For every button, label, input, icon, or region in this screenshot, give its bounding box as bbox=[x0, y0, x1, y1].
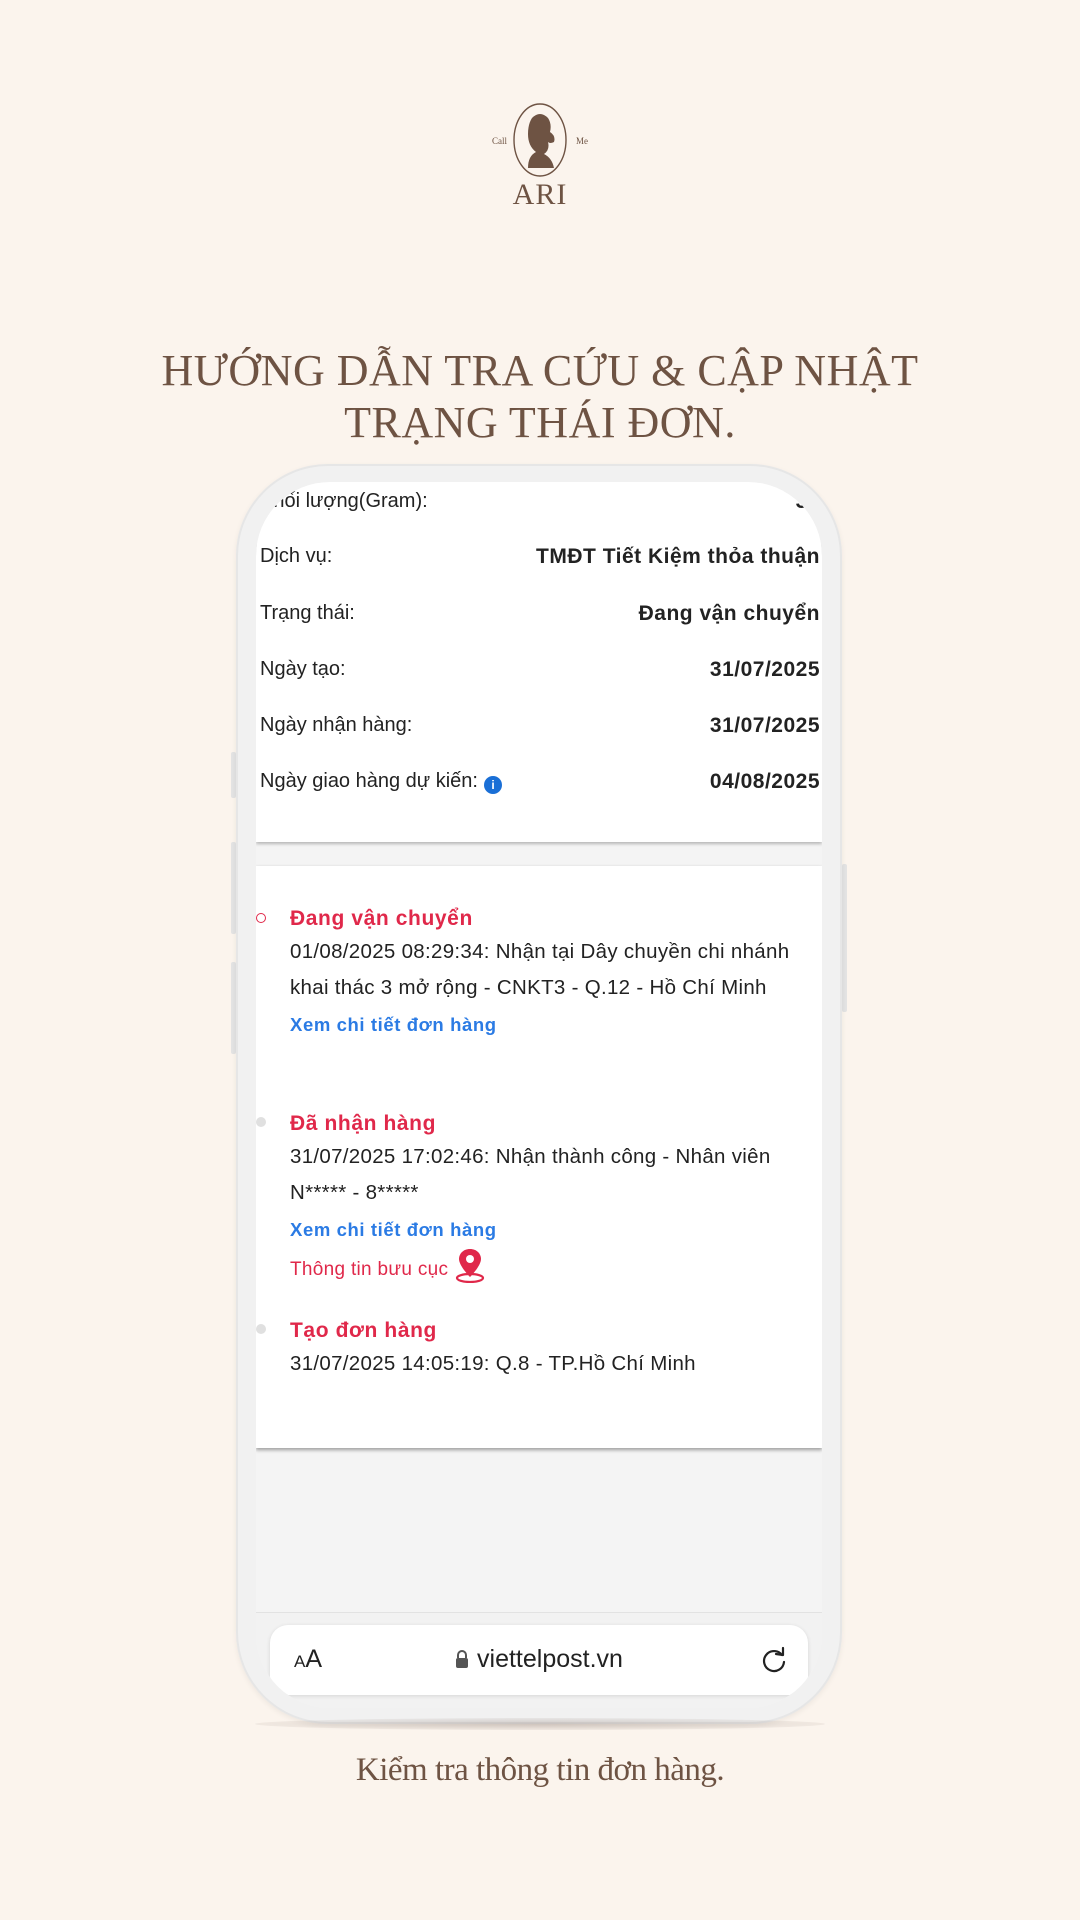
timeline-dot bbox=[256, 1324, 266, 1334]
silhouette-emblem-icon bbox=[510, 100, 570, 182]
info-label bbox=[260, 770, 502, 794]
info-row-expected-delivery bbox=[260, 770, 820, 800]
brand-logo bbox=[0, 100, 1080, 220]
logo-me-text: Me bbox=[576, 136, 588, 146]
map-pin-icon bbox=[454, 1247, 486, 1283]
timeline-event bbox=[290, 1109, 800, 1285]
info-value: 04/08/2025 bbox=[709, 770, 820, 793]
info-icon[interactable]: i bbox=[484, 776, 502, 794]
headline-line-2: TRẠNG THÁI ĐƠN. bbox=[344, 398, 736, 447]
info-label: Ngày nhận hàng: bbox=[260, 714, 413, 736]
timeline-event bbox=[290, 904, 800, 1042]
timeline-event bbox=[290, 1316, 800, 1382]
text-size-icon[interactable]: AA bbox=[294, 1645, 323, 1673]
event-description: 01/08/2025 08:29:34: Nhận tại Dây chuyền chi nhánh khai thác 3 mở rộng - CNKT3 - Q.12 - Hồ Chí Minh bbox=[290, 940, 790, 999]
event-title: Đã nhận hàng bbox=[290, 1112, 437, 1135]
info-row-received-date bbox=[260, 714, 820, 744]
logo-call-text: Call bbox=[492, 136, 507, 146]
event-title: Tạo đơn hàng bbox=[290, 1319, 437, 1342]
post-office-info-link[interactable] bbox=[290, 1247, 800, 1285]
info-row-status bbox=[260, 602, 820, 632]
timeline-dot bbox=[256, 913, 266, 923]
info-label: Dịch vụ: bbox=[260, 545, 333, 567]
headline-line-1: HƯỚNG DẪN TRA CỨU & CẬP NHẬT bbox=[161, 346, 919, 395]
event-title: Đang vận chuyển bbox=[290, 907, 473, 930]
post-office-label: Thông tin bưu cục bbox=[290, 1259, 449, 1280]
info-label: Ngày tạo: bbox=[260, 658, 346, 680]
info-row-weight bbox=[260, 490, 820, 520]
lock-icon bbox=[455, 1649, 469, 1669]
logo-name: ARI bbox=[512, 178, 568, 211]
url-display bbox=[270, 1645, 808, 1674]
order-detail-link[interactable]: Xem chi tiết đơn hàng bbox=[290, 1014, 497, 1035]
page-caption: Kiểm tra thông tin đơn hàng. bbox=[355, 1752, 725, 1788]
info-value: 31/07/2025 bbox=[709, 714, 820, 737]
browser-bottom-bar bbox=[256, 1612, 822, 1708]
phone-power-button bbox=[842, 864, 847, 1012]
address-bar[interactable] bbox=[270, 1625, 808, 1695]
info-label: Trạng thái: bbox=[260, 602, 355, 624]
phone-screen bbox=[256, 482, 822, 1708]
tracking-timeline-card bbox=[256, 866, 822, 1448]
url-text: viettelpost.vn bbox=[477, 1645, 623, 1673]
info-row-service bbox=[260, 545, 820, 575]
info-value: Đang vận chuyển bbox=[638, 602, 820, 625]
info-label-text: Ngày giao hàng dự kiến: bbox=[260, 770, 478, 792]
info-label: Khối lượng(Gram): bbox=[260, 490, 428, 512]
info-value: 31/07/2025 bbox=[709, 658, 820, 681]
event-description: 31/07/2025 17:02:46: Nhận thành công - Nhân viên N***** - 8***** bbox=[290, 1145, 771, 1204]
order-detail-link[interactable]: Xem chi tiết đơn hàng bbox=[290, 1219, 497, 1240]
reload-icon[interactable] bbox=[760, 1645, 788, 1675]
event-description: 31/07/2025 14:05:19: Q.8 - TP.Hồ Chí Minh bbox=[290, 1352, 696, 1375]
timeline-dot bbox=[256, 1117, 266, 1127]
info-value: TMĐT Tiết Kiệm thỏa thuận bbox=[536, 545, 820, 568]
order-info-card bbox=[256, 482, 822, 842]
phone-shadow bbox=[255, 1718, 825, 1730]
page-headline bbox=[0, 345, 1080, 449]
info-value: 35 bbox=[795, 490, 820, 513]
info-row-created-date bbox=[260, 658, 820, 688]
